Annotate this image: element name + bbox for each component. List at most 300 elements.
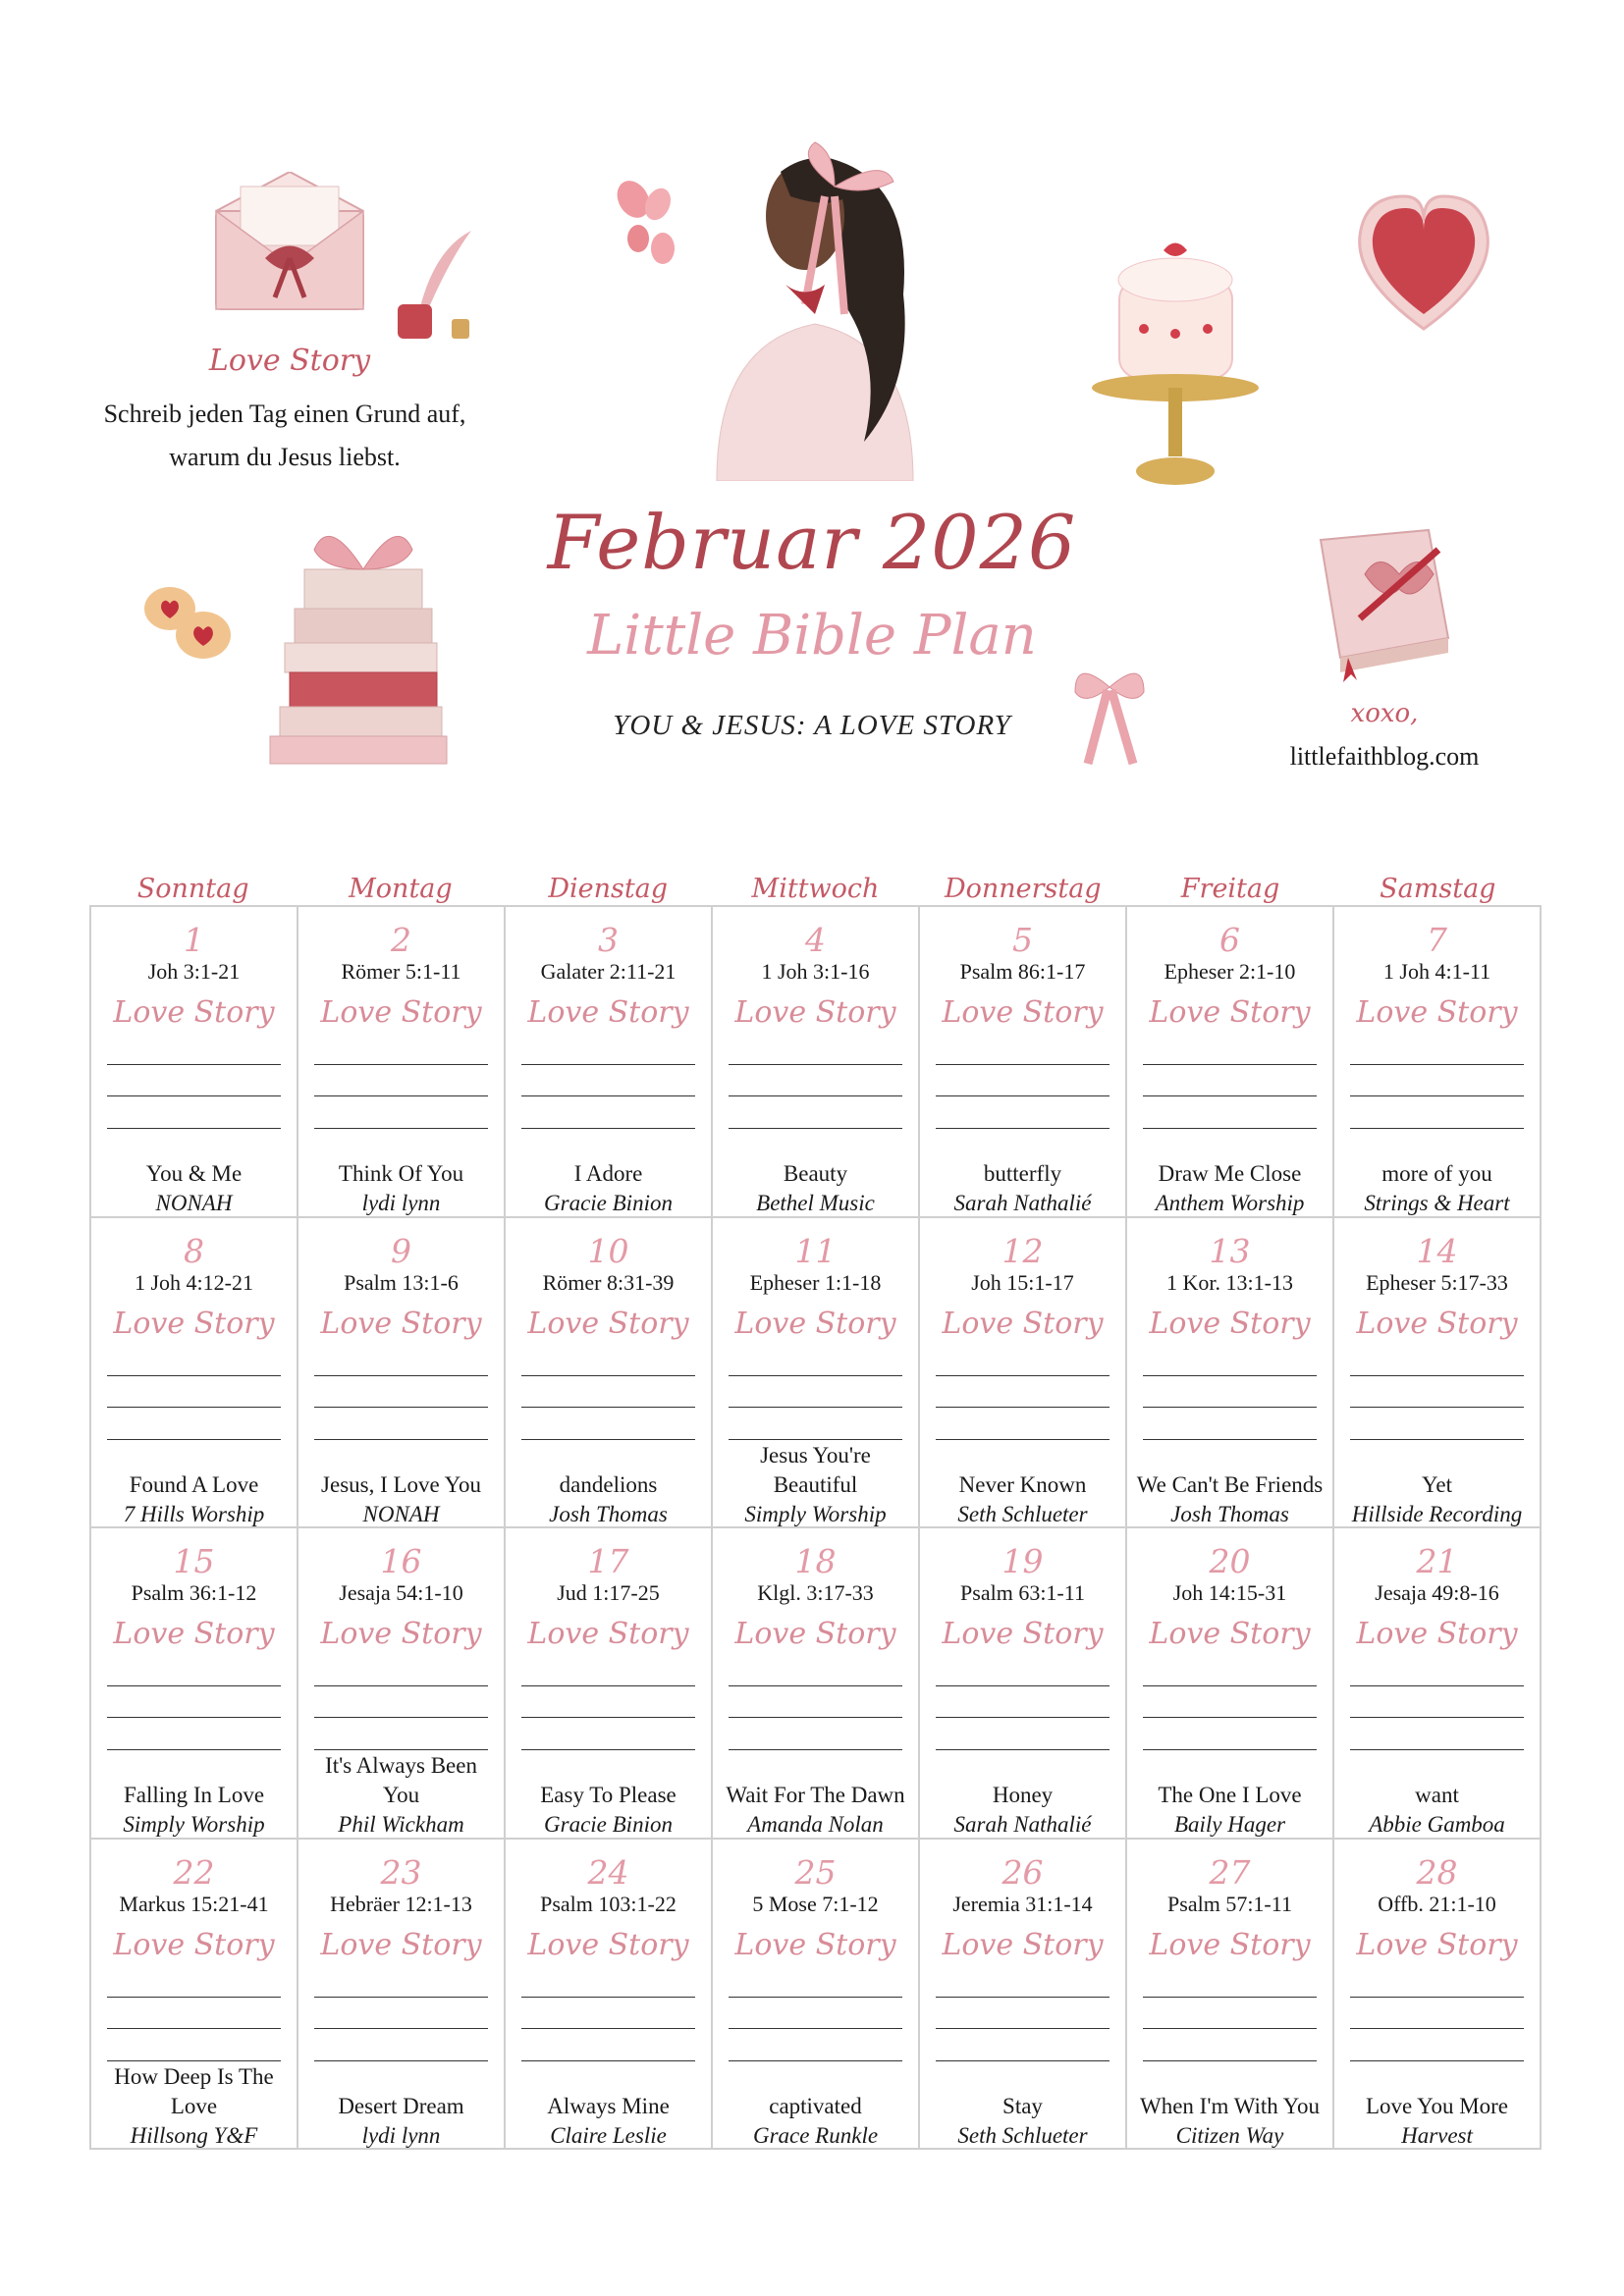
bible-verse: 5 Mose 7:1-12 (752, 1891, 879, 1916)
song-info (1133, 2078, 1326, 2151)
song-info (97, 1146, 291, 1218)
writing-line[interactable] (1350, 1407, 1524, 1408)
bible-verse: Psalm 13:1-6 (344, 1269, 459, 1295)
writing-line[interactable] (521, 1064, 695, 1065)
love-story-label: Love Story (734, 1927, 896, 1962)
writing-line[interactable] (314, 2028, 488, 2029)
love-story-label: Love Story (113, 995, 275, 1030)
day-number: 7 (1427, 921, 1447, 959)
writing-line[interactable] (1350, 1685, 1524, 1686)
love-story-label: Love Story (527, 1617, 689, 1651)
writing-line[interactable] (314, 1375, 488, 1376)
song-info (304, 2078, 498, 2151)
writing-line[interactable] (1143, 1439, 1317, 1440)
writing-line[interactable] (1350, 1128, 1524, 1129)
song-title: Jesus You're Beautiful (760, 1442, 871, 1497)
song-info (1133, 1146, 1326, 1218)
love-story-label: Love Story (1356, 995, 1518, 1030)
song-title: Stay (1002, 2093, 1043, 2118)
bible-verse: Galater 2:11-21 (540, 959, 677, 984)
song-title: It's Always Been You (325, 1753, 477, 1807)
song-title: Love You More (1365, 2093, 1509, 2118)
song-title: We Can't Be Friends (1136, 1471, 1324, 1497)
day-number: 23 (380, 1852, 422, 1892)
day-number: 15 (173, 1542, 215, 1580)
song-title: Found A Love (129, 1471, 259, 1497)
writing-line[interactable] (521, 2028, 695, 2029)
writing-line[interactable] (314, 1717, 488, 1718)
song-info (1340, 2078, 1534, 2151)
calendar-day-cell[interactable] (920, 1528, 1127, 1840)
love-story-label: Love Story (113, 1306, 275, 1341)
writing-line[interactable] (1350, 1717, 1524, 1718)
weekday-header: Freitag (1180, 874, 1280, 904)
writing-line[interactable] (521, 1717, 695, 1718)
day-number: 3 (598, 921, 619, 959)
writing-line[interactable] (107, 2060, 281, 2061)
song-title: Honey (992, 1783, 1054, 1807)
love-story-label: Love Story (320, 1617, 482, 1651)
song-artist: Phil Wickham (338, 1812, 464, 1837)
calendar-day-cell[interactable] (298, 1528, 506, 1840)
bible-verse: Psalm 86:1-17 (959, 959, 1086, 984)
song-info (1133, 1457, 1326, 1529)
love-story-label: Love Story (527, 995, 689, 1030)
weekday-header: Dienstag (548, 874, 669, 904)
song-artist: Bethel Music (756, 1191, 875, 1215)
calendar-day-cell[interactable] (713, 907, 920, 1218)
writing-line[interactable] (729, 1375, 902, 1376)
song-artist: Abbie Gamboa (1369, 1812, 1505, 1837)
day-number: 27 (1209, 1852, 1251, 1892)
song-title: Wait For The Dawn (726, 1783, 905, 1807)
writing-line[interactable] (729, 1064, 902, 1065)
day-number: 24 (587, 1852, 629, 1892)
song-info (719, 1767, 912, 1840)
heart-icon (1355, 191, 1492, 339)
love-story-label: Love Story (1356, 1617, 1518, 1651)
weekday-header: Montag (349, 874, 453, 904)
song-title: captivated (769, 2093, 862, 2118)
writing-line[interactable] (107, 1128, 281, 1129)
writing-line[interactable] (1350, 2028, 1524, 2029)
girl-illustration (677, 137, 952, 481)
song-info (304, 1146, 498, 1218)
song-info (926, 1457, 1119, 1529)
calendar-day-cell[interactable] (1334, 907, 1542, 1218)
bible-verse: Epheser 1:1-18 (749, 1269, 882, 1295)
song-title: butterfly (983, 1161, 1062, 1186)
writing-line[interactable] (1143, 1749, 1317, 1750)
song-artist: Seth Schlueter (957, 2122, 1088, 2148)
song-artist: Gracie Binion (544, 1191, 673, 1215)
writing-line[interactable] (1350, 2060, 1524, 2061)
calendar-day-cell[interactable] (1334, 1218, 1542, 1529)
writing-line[interactable] (1143, 1685, 1317, 1686)
bible-verse: Jesaja 54:1-10 (339, 1580, 463, 1605)
bible-verse: Hebräer 12:1-13 (330, 1891, 472, 1916)
song-artist: Hillsong Y&F (130, 2122, 258, 2148)
writing-line[interactable] (521, 1407, 695, 1408)
writing-line[interactable] (107, 1717, 281, 1718)
song-artist: Sarah Nathalié (953, 1191, 1092, 1215)
song-title: Always Mine (547, 2093, 670, 2118)
song-info (1340, 1457, 1534, 1529)
song-title: Yet (1422, 1471, 1452, 1497)
love-story-label: Love Story (1356, 1927, 1518, 1962)
day-number: 6 (1219, 921, 1240, 959)
bible-verse: Klgl. 3:17-33 (757, 1580, 874, 1605)
calendar-grid (89, 905, 1542, 2150)
writing-line[interactable] (1350, 1064, 1524, 1065)
writing-line[interactable] (107, 1749, 281, 1750)
song-artist: Amanda Nolan (747, 1812, 884, 1837)
bible-verse: Markus 15:21-41 (119, 1891, 269, 1916)
butterfly-icon (614, 175, 682, 268)
song-title: want (1415, 1783, 1459, 1807)
song-artist: Simply Worship (123, 1812, 265, 1837)
tagline: YOU & JESUS: A LOVE STORY (613, 710, 1011, 741)
song-artist: Strings & Heart (1364, 1191, 1510, 1215)
day-number: 26 (1001, 1852, 1044, 1892)
writing-line[interactable] (1350, 1749, 1524, 1750)
calendar-day-cell[interactable] (1334, 1528, 1542, 1840)
writing-line[interactable] (314, 1997, 488, 1998)
writing-line[interactable] (521, 1749, 695, 1750)
song-artist: Sarah Nathalié (953, 1812, 1092, 1837)
day-number: 5 (1012, 921, 1033, 959)
song-title: more of you (1381, 1161, 1492, 1186)
writing-line[interactable] (107, 1375, 281, 1376)
calendar-day-cell[interactable] (1127, 1840, 1334, 2151)
calendar-day-cell[interactable] (506, 1840, 713, 2151)
writing-line[interactable] (314, 1439, 488, 1440)
writing-line[interactable] (521, 1997, 695, 1998)
calendar-day-cell[interactable] (920, 907, 1127, 1218)
love-story-label: Love Story (320, 1306, 482, 1341)
song-title: dandelions (559, 1471, 658, 1497)
love-story-label: Love Story (113, 1617, 275, 1651)
love-story-label: Love Story (1149, 1927, 1311, 1962)
day-number: 12 (1001, 1231, 1044, 1270)
writing-line[interactable] (1143, 1064, 1317, 1065)
song-artist: NONAH (155, 1191, 233, 1215)
writing-line[interactable] (314, 1749, 488, 1750)
writing-line[interactable] (521, 1128, 695, 1129)
writing-line[interactable] (936, 1375, 1110, 1376)
day-number: 14 (1416, 1231, 1458, 1270)
writing-line[interactable] (729, 1407, 902, 1408)
writing-line[interactable] (1143, 1128, 1317, 1129)
writing-line[interactable] (936, 1064, 1110, 1065)
song-artist: Anthem Worship (1155, 1191, 1305, 1215)
writing-line[interactable] (521, 1439, 695, 1440)
day-number: 2 (391, 921, 411, 959)
song-info (304, 1753, 498, 1840)
calendar-day-cell[interactable] (298, 1840, 506, 2151)
day-number: 10 (587, 1231, 629, 1270)
song-title: Easy To Please (540, 1783, 677, 1807)
website-link[interactable]: littlefaithblog.com (1289, 742, 1480, 771)
writing-line[interactable] (729, 2060, 902, 2061)
cake-icon (1090, 231, 1262, 491)
bible-verse: 1 Joh 3:1-16 (761, 959, 870, 984)
writing-line[interactable] (107, 1407, 281, 1408)
love-story-label: Love Story (942, 1306, 1104, 1341)
calendar-day-cell[interactable] (91, 1528, 298, 1840)
song-info (97, 1767, 291, 1840)
page-subtitle: Little Bible Plan (587, 604, 1037, 667)
writing-line[interactable] (1143, 1375, 1317, 1376)
song-title: The One I Love (1158, 1783, 1302, 1807)
love-story-label: Love Story (734, 1306, 896, 1341)
writing-line[interactable] (521, 1095, 695, 1096)
day-number: 9 (391, 1231, 411, 1270)
writing-line[interactable] (1350, 1997, 1524, 1998)
song-artist: lydi lynn (361, 1191, 441, 1215)
song-title: When I'm With You (1140, 2093, 1320, 2118)
day-number: 1 (184, 921, 204, 959)
calendar-day-cell[interactable] (920, 1218, 1127, 1529)
writing-line[interactable] (936, 2028, 1110, 2029)
love-story-label: Love Story (527, 1306, 689, 1341)
song-artist: Simply Worship (744, 1501, 887, 1526)
calendar-day-cell[interactable] (920, 1840, 1127, 2151)
writing-line[interactable] (314, 1064, 488, 1065)
song-info (719, 1442, 912, 1529)
love-story-label: Love Story (113, 1927, 275, 1962)
love-story-label: Love Story (1356, 1306, 1518, 1341)
song-artist: Josh Thomas (549, 1501, 668, 1526)
writing-line[interactable] (729, 1128, 902, 1129)
song-artist: Gracie Binion (544, 1812, 673, 1837)
song-info (512, 1146, 705, 1218)
song-title: How Deep Is The Love (114, 2063, 274, 2118)
day-number: 13 (1209, 1231, 1251, 1270)
song-info (97, 1457, 291, 1529)
writing-line[interactable] (936, 1717, 1110, 1718)
writing-line[interactable] (936, 1407, 1110, 1408)
signoff: xoxo, (1350, 699, 1419, 728)
song-info (926, 2078, 1119, 2151)
weekday-header: Mittwoch (751, 874, 880, 904)
writing-line[interactable] (729, 1685, 902, 1686)
bible-verse: Römer 8:31-39 (542, 1269, 675, 1295)
bible-verse: Joh 3:1-21 (147, 959, 241, 984)
writing-line[interactable] (729, 2028, 902, 2029)
day-number: 19 (1001, 1542, 1044, 1580)
bible-verse: Römer 5:1-11 (341, 959, 461, 984)
song-info (1340, 1146, 1534, 1218)
weekday-header: Sonntag (136, 874, 249, 904)
bible-verse: Offb. 21:1-10 (1378, 1891, 1496, 1916)
calendar-day-cell[interactable] (713, 1528, 920, 1840)
calendar-day-cell[interactable] (91, 907, 298, 1218)
song-title: Draw Me Close (1158, 1161, 1302, 1186)
day-number: 16 (380, 1542, 422, 1580)
song-artist: 7 Hills Worship (123, 1501, 265, 1526)
song-title: Beauty (783, 1161, 848, 1186)
song-artist: Josh Thomas (1170, 1501, 1289, 1526)
song-info (512, 1457, 705, 1529)
love-story-label: Love Story (734, 1617, 896, 1651)
writing-line[interactable] (107, 2028, 281, 2029)
love-story-label: Love Story (942, 1927, 1104, 1962)
calendar-day-cell[interactable] (1127, 907, 1334, 1218)
writing-line[interactable] (1143, 2028, 1317, 2029)
song-artist: lydi lynn (361, 2122, 441, 2148)
bible-verse: Psalm 57:1-11 (1167, 1891, 1292, 1916)
song-artist: Grace Runkle (752, 2122, 879, 2148)
day-number: 11 (794, 1231, 837, 1270)
bible-verse: Psalm 36:1-12 (131, 1580, 257, 1605)
calendar-day-cell[interactable] (506, 1218, 713, 1529)
calendar-day-cell[interactable] (91, 1218, 298, 1529)
writing-line[interactable] (107, 1439, 281, 1440)
writing-line[interactable] (936, 1095, 1110, 1096)
writing-line[interactable] (729, 1997, 902, 1998)
song-info (719, 1146, 912, 1218)
writing-line[interactable] (314, 1095, 488, 1096)
page-title: Februar 2026 (547, 499, 1077, 586)
writing-line[interactable] (314, 1128, 488, 1129)
song-artist: Claire Leslie (550, 2122, 667, 2148)
song-title: Think Of You (338, 1161, 464, 1186)
writing-line[interactable] (729, 1095, 902, 1096)
calendar-day-cell[interactable] (506, 907, 713, 1218)
bible-verse: 1 Joh 4:12-21 (135, 1269, 253, 1295)
song-artist: Baily Hager (1173, 1812, 1286, 1837)
day-number: 4 (805, 921, 826, 959)
writing-line[interactable] (1143, 1717, 1317, 1718)
weekday-header: Donnerstag (944, 874, 1102, 904)
envelope-icon (211, 172, 368, 319)
day-number: 8 (184, 1231, 204, 1270)
weekday-header: Samstag (1380, 874, 1496, 904)
love-story-label: Love Story (1149, 1617, 1311, 1651)
writing-line[interactable] (314, 1407, 488, 1408)
calendar-day-cell[interactable] (298, 1218, 506, 1529)
song-title: Falling In Love (123, 1783, 265, 1807)
writing-line[interactable] (1350, 1095, 1524, 1096)
love-story-label: Love Story (1149, 995, 1311, 1030)
day-number: 20 (1209, 1542, 1251, 1580)
writing-line[interactable] (1143, 1407, 1317, 1408)
calendar-day-cell[interactable] (713, 1218, 920, 1529)
song-info (719, 2078, 912, 2151)
song-info (512, 2078, 705, 2151)
writing-line[interactable] (314, 1685, 488, 1686)
writing-line[interactable] (521, 1685, 695, 1686)
calendar-day-cell[interactable] (298, 907, 506, 1218)
writing-line[interactable] (107, 1095, 281, 1096)
bible-verse: Jeremia 31:1-14 (952, 1891, 1093, 1916)
day-number: 18 (794, 1542, 837, 1580)
love-story-label: Love Story (942, 995, 1104, 1030)
love-story-label: Love Story (320, 1927, 482, 1962)
song-artist: Seth Schlueter (957, 1501, 1088, 1526)
writing-line[interactable] (1350, 1439, 1524, 1440)
bible-verse: Psalm 103:1-22 (540, 1891, 677, 1916)
calendar-day-cell[interactable] (1127, 1218, 1334, 1529)
song-info (1133, 1767, 1326, 1840)
writing-line[interactable] (729, 1717, 902, 1718)
calendar-day-cell[interactable] (1127, 1528, 1334, 1840)
love-story-label: Love Story (1149, 1306, 1311, 1341)
writing-line[interactable] (521, 1375, 695, 1376)
day-number: 22 (173, 1852, 215, 1892)
calendar-day-cell[interactable] (506, 1528, 713, 1840)
bible-verse: Joh 14:15-31 (1172, 1580, 1287, 1605)
song-title: I Adore (573, 1161, 643, 1186)
writing-line[interactable] (729, 1439, 902, 1440)
song-artist: Harvest (1401, 2122, 1473, 2148)
writing-line[interactable] (936, 1997, 1110, 1998)
writing-line[interactable] (729, 1749, 902, 1750)
calendar-day-cell[interactable] (91, 1840, 298, 2151)
quill-icon (393, 226, 481, 353)
song-info (97, 2063, 291, 2151)
writing-line[interactable] (107, 1064, 281, 1065)
love-story-label: Love Story (527, 1927, 689, 1962)
writing-line[interactable] (1143, 2060, 1317, 2061)
bible-verse: Epheser 2:1-10 (1164, 959, 1296, 984)
calendar-day-cell[interactable] (1334, 1840, 1542, 2151)
song-info (512, 1767, 705, 1840)
love-story-label: Love Story (734, 995, 896, 1030)
writing-line[interactable] (1350, 1375, 1524, 1376)
bible-verse: Jesaja 49:8-16 (1375, 1580, 1499, 1605)
intro-text: Schreib jeden Tag einen Grund auf, warum du Jesus liebst. (103, 400, 466, 471)
writing-line[interactable] (1143, 1095, 1317, 1096)
writing-line[interactable] (521, 2060, 695, 2061)
song-artist: NONAH (362, 1501, 440, 1526)
song-title: Never Known (958, 1471, 1087, 1497)
writing-line[interactable] (936, 1128, 1110, 1129)
writing-line[interactable] (107, 1685, 281, 1686)
day-number: 28 (1416, 1852, 1458, 1892)
writing-line[interactable] (936, 1749, 1110, 1750)
calendar-day-cell[interactable] (713, 1840, 920, 2151)
song-info (1340, 1767, 1534, 1840)
writing-line[interactable] (1143, 1997, 1317, 1998)
writing-line[interactable] (107, 1997, 281, 1998)
song-info (926, 1146, 1119, 1218)
song-artist: Hillside Recording (1351, 1501, 1523, 1526)
song-title: Desert Dream (338, 2093, 464, 2118)
writing-line[interactable] (314, 2060, 488, 2061)
bible-verse: Psalm 63:1-11 (960, 1580, 1085, 1605)
writing-line[interactable] (936, 2060, 1110, 2061)
song-info (926, 1767, 1119, 1840)
writing-line[interactable] (936, 1685, 1110, 1686)
love-story-label: Love Story (320, 995, 482, 1030)
intro-heading: Love Story (208, 344, 371, 378)
bible-verse: Epheser 5:17-33 (1366, 1269, 1508, 1295)
bible-verse: 1 Joh 4:1-11 (1382, 959, 1491, 984)
song-artist: Citizen Way (1175, 2122, 1284, 2148)
day-number: 17 (587, 1542, 629, 1580)
bible-verse: 1 Kor. 13:1-13 (1166, 1269, 1293, 1295)
song-title: You & Me (145, 1161, 243, 1186)
writing-line[interactable] (936, 1439, 1110, 1440)
day-number: 25 (794, 1852, 837, 1892)
love-story-label: Love Story (942, 1617, 1104, 1651)
song-info (304, 1457, 498, 1529)
bible-verse: Joh 15:1-17 (971, 1269, 1074, 1295)
song-title: Jesus, I Love You (321, 1471, 481, 1497)
bible-verse: Jud 1:17-25 (557, 1580, 660, 1605)
